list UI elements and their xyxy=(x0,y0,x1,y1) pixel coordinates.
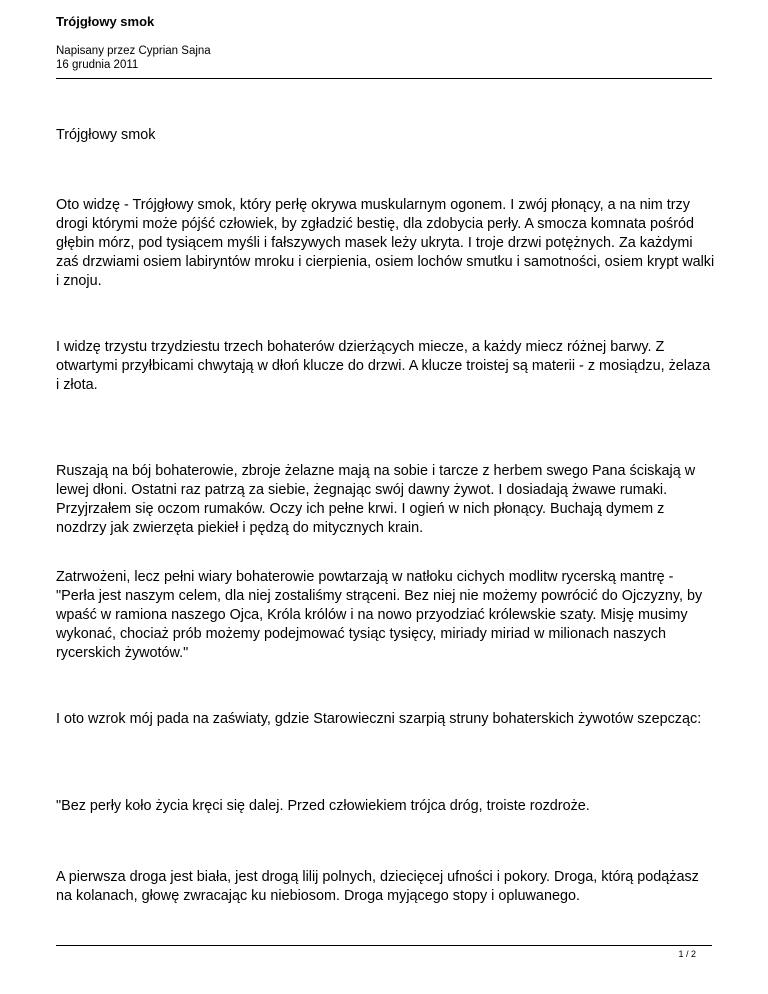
date-line: 16 grudnia 2011 xyxy=(56,59,139,71)
paragraph-3: Ruszają na bój bohaterowie, zbroje żelazne mają na sobie i tarcze z herbem swego Pana ściskają w lewej dłoni. Ostatni raz patrzą za siebie, żegnając swój dawny żywot. I dosiadają żwawe rumaki. Przyjrzałem się oczom rumaków. Oczy ich pełne krwi. I ogień w nich płonący. Buchają dymem z nozdrzy jak zwierzęta piekieł i pędzą do mitycznych krain. xyxy=(56,463,696,536)
page-number: 1 / 2 xyxy=(678,949,696,959)
paragraph-2: I widzę trzystu trzydziestu trzech bohaterów dzierżących miecze, a każdy miecz różnej barwy. Z otwartymi przyłbicami chwytają w dłoń klucze do drzwi. A klucze troistej są materii - z mosiądzu, żelaza i złota. xyxy=(56,339,711,393)
document-header xyxy=(56,14,712,72)
paragraph-7: A pierwsza droga jest biała, jest drogą lilij polnych, dziecięcej ufności i pokory. Droga, którą podążasz na kolanach, głowę zwracając ku niebiosom. Droga myjącego stopy i opluwanego. xyxy=(56,869,699,904)
author-line: Napisany przez Cyprian Sajna xyxy=(56,45,211,57)
paragraph-6: "Bez perły koło życia kręci się dalej. Przed człowiekiem trójca dróg, troiste rozdroże. xyxy=(56,798,590,814)
document-title: Trójgłowy smok xyxy=(56,14,155,29)
paragraph-5: I oto wzrok mój pada na zaświaty, gdzie Starowieczni szarpią struny bohaterskich żywotów szepcząc: xyxy=(56,711,702,727)
header-divider xyxy=(56,78,712,79)
paragraph-4: Zatrwożeni, lecz pełni wiary bohaterowie powtarzają w natłoku cichych modlitw rycerską mantrę - "Perła jest naszym celem, dla niej zostaliśmy strąceni. Bez niej nie możemy powrócić do Ojczyzny, by wpaść w ramiona naszego Ojca, Króla królów i na nowo przyodziać królewskie szaty. Misję musimy wykonać, chociaż prób możemy podejmować tysiąc tysięcy, miriady miriad w milionach naszych rycerskich żywotów." xyxy=(56,569,703,661)
footer-divider xyxy=(56,945,712,946)
paragraph-1: Oto widzę - Trójgłowy smok, który perłę okrywa muskularnym ogonem. I zwój płonący, a na nim trzy drogi którymi może pójść człowiek, by zgładzić bestię, dla zdobycia perły. A smocza komnata pośród głębin mórz, pod tysiącem myśli i fałszywych masek leży ukryta. I troje drzwi potężnych. Za każdymi zaś drzwiami osiem labiryntów mroku i cierpienia, osiem lochów smutku i samotności, osiem krypt walki i znoju. xyxy=(56,197,715,289)
article-heading: Trójgłowy smok xyxy=(56,127,156,143)
article-body xyxy=(56,126,716,904)
